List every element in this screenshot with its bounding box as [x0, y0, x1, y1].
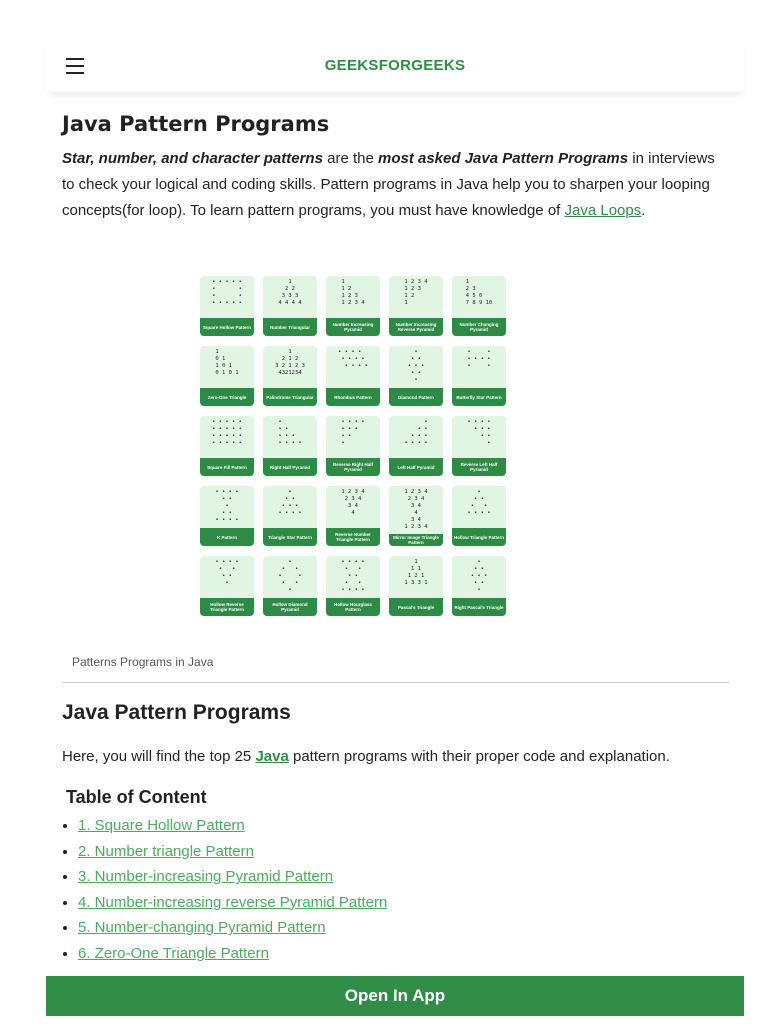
pattern-tile: [452, 416, 506, 476]
toc-link[interactable]: 6. Zero-One Triangle Pattern: [78, 944, 269, 962]
pattern-preview: • • • • • • • • • •: [278, 419, 302, 446]
pattern-tile: [452, 276, 506, 336]
pattern-preview: 1 2 3 4 1 2 3 1 2 1: [404, 279, 428, 306]
pattern-tile: [452, 346, 506, 406]
open-in-app-button[interactable]: Open In App: [46, 976, 744, 1016]
pattern-tile: [263, 416, 317, 476]
intro-text: are the: [322, 150, 378, 167]
toc-item: [78, 866, 387, 892]
pattern-label: Number Triangular: [263, 318, 317, 336]
pattern-preview: • • • • • • • • • • • • •: [215, 489, 239, 523]
pattern-label: Butterfly Star Pattern: [452, 388, 506, 406]
pattern-label: Square Hollow Pattern: [200, 318, 254, 336]
pattern-label: Hollow Reverse Triangle Pattern: [200, 598, 254, 616]
pattern-preview: • • • • • • • • • •: [278, 489, 302, 516]
pattern-preview: • • • • • • • • •: [470, 559, 488, 593]
pattern-preview: 1 1 1 1 2 1 1 3 3 1: [404, 559, 428, 586]
pattern-preview: • • • • • • • •: [467, 349, 491, 369]
section-paragraph: [62, 748, 670, 765]
pattern-preview: 1 2 2 3 3 3 4 4 4 4: [278, 279, 302, 306]
pattern-tile: [389, 276, 443, 336]
pattern-label: Number Increasing Reverse Pyramid: [389, 318, 443, 336]
pattern-preview: 1 1 2 1 2 3 1 2 3 4: [341, 279, 365, 306]
pattern-label: Triangle Star Pattern: [263, 528, 317, 546]
intro-bold-2: most asked Java Pattern Programs: [377, 150, 629, 167]
pattern-label: Pascal's Triangle: [389, 598, 443, 616]
pattern-label: Hollow Diamond Pyramid: [263, 598, 317, 616]
pattern-tile: [389, 556, 443, 616]
pattern-label: Right Half Pyramid: [263, 458, 317, 476]
top-header: [46, 40, 744, 92]
patterns-image: [200, 276, 506, 616]
section-text: pattern programs with their proper code and explanation.: [288, 748, 670, 765]
pattern-label: Rhombus Pattern: [326, 388, 380, 406]
pattern-tile: [389, 486, 443, 546]
pattern-tile: [200, 416, 254, 476]
pattern-tile: [389, 346, 443, 406]
pattern-label: Reverse Number Triangle Pattern: [326, 528, 380, 546]
image-caption: Patterns Programs in Java: [72, 655, 214, 669]
pattern-preview: • • • • • • • • • •: [404, 419, 428, 446]
pattern-preview: • • • • • • • • • •: [467, 419, 491, 446]
toc-link[interactable]: 3. Number-increasing Pyramid Pattern: [78, 868, 334, 886]
pattern-tile: [200, 276, 254, 336]
pattern-label: Mirror Image Triangle Pattern: [389, 534, 443, 546]
toc-item: [78, 943, 387, 969]
intro-text: .: [641, 202, 646, 219]
pattern-tile: [263, 276, 317, 336]
pattern-label: Hollow Hourglass Pattern: [326, 598, 380, 616]
toc-item: [78, 892, 387, 918]
pattern-label: Hollow Triangle Pattern: [452, 528, 506, 546]
pattern-label: Left Half Pyramid: [389, 458, 443, 476]
pattern-tile: [326, 556, 380, 616]
toc-item: [78, 815, 387, 841]
pattern-label: Right Pascal's Triangle: [452, 598, 506, 616]
pattern-label: Number Increasing Pyramid: [326, 318, 380, 336]
pattern-preview: • • • • • • • • •: [407, 349, 425, 383]
pattern-tile: [389, 416, 443, 476]
pattern-preview: • • • • • • • • •: [467, 489, 491, 516]
pattern-preview: • • • • • • • •: [278, 559, 302, 593]
java-link[interactable]: Java: [255, 748, 289, 765]
pattern-preview: • • • • • • • • •: [215, 559, 239, 586]
toc-item: [78, 917, 387, 943]
intro-text: in interviews to check your logical and coding skills. Pattern programs in Java help you to sharpen your looping concepts(for loop). To learn pattern programs, you must have knowledge of: [62, 150, 715, 219]
page-title: Java Pattern Programs: [62, 112, 330, 136]
toc-link[interactable]: 4. Number-increasing reverse Pyramid Pattern: [78, 893, 388, 911]
pattern-preview: • • • • • • • • • • • • • •: [212, 279, 242, 306]
section-text: Here, you will find the top 25: [62, 748, 256, 765]
pattern-label: Palindrome Triangular: [263, 388, 317, 406]
pattern-preview: 1 2 3 4 5 6 7 8 9 10: [465, 279, 493, 306]
pattern-preview: • • • • • • • • • •: [341, 419, 365, 446]
pattern-tile: [326, 276, 380, 336]
pattern-label: K Pattern: [200, 528, 254, 546]
pattern-preview: • • • • • • • • • • • • • •: [341, 559, 365, 593]
pattern-label: Reverse Right Half Pyramid: [326, 458, 380, 476]
java-loops-link[interactable]: Java Loops: [564, 202, 642, 219]
intro-paragraph: [62, 146, 727, 224]
pattern-tile: [200, 346, 254, 406]
pattern-preview: • • • • • • • • • • • • • • • • • • • •: [212, 419, 242, 446]
pattern-label: Diamond Pattern: [389, 388, 443, 406]
pattern-tile: [452, 486, 506, 546]
pattern-tile: [263, 486, 317, 546]
pattern-preview: • • • • • • • • • • • •: [338, 349, 368, 369]
toc-item: [78, 841, 387, 867]
pattern-tile: [200, 556, 254, 616]
toc-link[interactable]: 5. Number-changing Pyramid Pattern: [78, 919, 326, 937]
toc-link[interactable]: 1. Square Hollow Pattern: [78, 817, 245, 834]
pattern-tile: [326, 486, 380, 546]
intro-bold-1: Star, number, and character patterns: [62, 150, 323, 167]
pattern-label: Square Fill Pattern: [200, 458, 254, 476]
section-title: Java Pattern Programs: [62, 701, 291, 724]
pattern-tile: [200, 486, 254, 546]
pattern-preview: 1 2 1 2 3 2 1 2 3 4321234: [275, 349, 305, 376]
site-logo[interactable]: GEEKSFORGEEKS: [324, 57, 466, 74]
pattern-preview: 1 2 3 4 2 3 4 3 4 4: [341, 489, 365, 516]
pattern-label: Zero-One Triangle: [200, 388, 254, 406]
pattern-preview: 1 2 3 4 2 3 4 3 4 4 3 4 1 2 3 4: [404, 489, 428, 530]
pattern-tile: [326, 416, 380, 476]
toc-link[interactable]: 2. Number triangle Pattern: [78, 842, 254, 860]
pattern-preview: 1 0 1 1 0 1 0 1 0 1: [215, 349, 239, 376]
pattern-label: Number Changing Pyramid: [452, 318, 506, 336]
divider: [62, 682, 729, 683]
table-of-content: [78, 815, 387, 969]
pattern-tile: [452, 556, 506, 616]
pattern-label: Reverse Left Half Pyramid: [452, 458, 506, 476]
toc-title: Table of Content: [66, 787, 207, 807]
pattern-tile: [263, 556, 317, 616]
pattern-tile: [326, 346, 380, 406]
pattern-tile: [263, 346, 317, 406]
